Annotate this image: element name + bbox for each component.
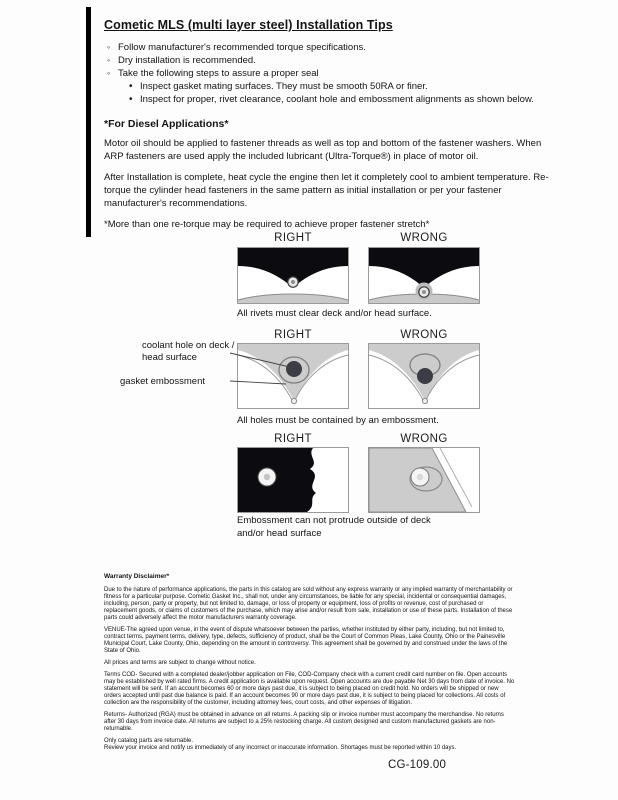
figure-protrusion-wrong	[368, 447, 480, 513]
embossment-right-illustration	[237, 343, 349, 409]
caption-rivets: All rivets must clear deck and/or head surface.	[237, 308, 432, 319]
catalog-code: CG-109.00	[388, 759, 447, 771]
rivet-wrong-illustration	[368, 247, 480, 304]
protrusion-right-illustration	[237, 447, 349, 513]
warranty-paragraph: Terms COD- Secured with a completed dealer/jobber application on File, COD-Company check with a current credit card number on file. Open accounts may be established by well rated firms. A credit application is available upon request. Open accounts are due payable Net 30 days from date of invoice. No statement will be sent. If an account becomes 60 or more days past due, it is subject to being placed on credit hold. No orders will be shipped or new orders accepted until past due balance is paid. If an account becomes 90 or more days past due, it is subject to being placed for collections. All costs of collection are the responsibility of the customer, including attorney fees, court costs, and other expenses of litigation.	[104, 672, 515, 706]
open-bullet-icon: ◦	[107, 42, 111, 52]
protrusion-wrong-illustration	[368, 447, 480, 513]
tip-sub-item	[104, 93, 558, 106]
diesel-heading: *For Diesel Applications*	[104, 118, 229, 130]
left-margin-rule	[86, 7, 91, 237]
open-bullet-icon: ◦	[107, 55, 111, 65]
warranty-heading: Warranty Disclaimer*	[104, 573, 170, 580]
retorque-note: *More than one re-torque may be required to achieve proper fastener stretch*	[104, 219, 430, 230]
tip-sub-item	[104, 80, 558, 93]
right-header-row1: RIGHT	[274, 232, 312, 244]
rivet-right-illustration	[237, 247, 349, 304]
warranty-section	[104, 573, 516, 757]
right-header-row3: RIGHT	[274, 433, 312, 445]
warranty-paragraph: Due to the nature of performance applications, the parts in this catalog are sold without any express warranty or any implied warranty of merchantability or fitness for a particular purpose. Cometic Gasket Inc., shall not, under any circumstances, be liable for any special, incidental or consequential damages, including, person, party or property, but not limited to, damage, or loss of property or equipment, loss of profits or revenue, cost of purchased or replacement goods, or claims of customers of the purchase, which may arise and/or result from sale, installation or use of these parts. Installation of these parts could adversely affect the motor manufacturers warranty coverage.	[104, 587, 513, 621]
warranty-paragraph: Returns- Authorized (RGA) must be obtained in advance on all returns. A packing slip or invoice number must accompany the merchandise. No returns after 30 days from invoice date. All returns are subject to a 25% restocking charge. All custom designed and custom manufactured gaskets are non-returnable.	[104, 712, 504, 732]
right-header-row2: RIGHT	[274, 329, 312, 341]
diesel-paragraph-2: After Installation is complete, heat cycle the engine then let it completely cool to ambient temperature. Re-torque the cylinder head fasteners in the same pattern as initial installation or per your fastener manufacturer's recommendations.	[104, 172, 549, 209]
coolant-hole-label: coolant hole on deck / head surface	[142, 340, 235, 363]
diesel-paragraph-1: Motor oil should be applied to fastener threads as well as top and bottom of the fastener washers. When ARP fasteners are used apply the included lubricant (Ultra-Torque®) in place of motor oil.	[104, 138, 542, 162]
wrong-header-row1: WRONG	[400, 232, 448, 244]
warranty-paragraph: Only catalog parts are returnable.	[104, 738, 194, 744]
warranty-paragraph: All prices and terms are subject to change without notice.	[104, 660, 256, 666]
wrong-header-row3: WRONG	[400, 433, 448, 445]
page-title: Cometic MLS (multi layer steel) Installation Tips	[104, 18, 393, 32]
figure-embossment-right	[237, 343, 349, 409]
figure-protrusion-right	[237, 447, 349, 513]
caption-holes: All holes must be contained by an embossment.	[237, 415, 439, 426]
filled-bullet-icon: •	[129, 81, 133, 92]
tip-text: Dry installation is recommended.	[118, 55, 256, 66]
tip-item	[104, 67, 558, 80]
embossment-wrong-illustration	[368, 343, 480, 409]
content-area	[104, 18, 558, 239]
wrong-header-row2: WRONG	[400, 329, 448, 341]
tip-text: Follow manufacturer's recommended torque specifications.	[118, 42, 366, 53]
tip-text: Inspect for proper, rivet clearance, coolant hole and embossment alignments as shown below.	[140, 94, 534, 105]
figure-rivet-right	[237, 247, 349, 304]
tip-text: Inspect gasket mating surfaces. They must be smooth 50RA or finer.	[140, 81, 428, 92]
tip-item	[104, 54, 558, 67]
filled-bullet-icon: •	[129, 94, 133, 105]
figure-embossment-wrong	[368, 343, 480, 409]
tip-item	[104, 41, 558, 54]
caption-protrusion: Embossment can not protrude outside of deck and/or head surface	[237, 515, 431, 539]
gasket-embossment-label: gasket embossment	[120, 376, 206, 387]
warranty-paragraph: Review your invoice and notify us immediately of any incorrect or inaccurate information. Shortages must be reported within 10 days.	[104, 745, 457, 751]
figure-rivet-wrong	[368, 247, 480, 304]
warranty-paragraph: VENUE-The agreed upon venue, in the event of dispute whatsoever between the parties, whether instituted by either party, including, but not limited to, contract terms, payment terms, delivery, type, defects, sufficiency of product, shall be the Court of Common Pleas, Lake County, Ohio or the Painesville Municipal Court, Lake County, Ohio, depending on the amount in controversy. This agreement shall be governed by and construed under the laws of the State of Ohio.	[104, 627, 508, 654]
tip-text: Take the following steps to assure a proper seal	[118, 68, 319, 79]
open-bullet-icon: ◦	[107, 68, 111, 78]
